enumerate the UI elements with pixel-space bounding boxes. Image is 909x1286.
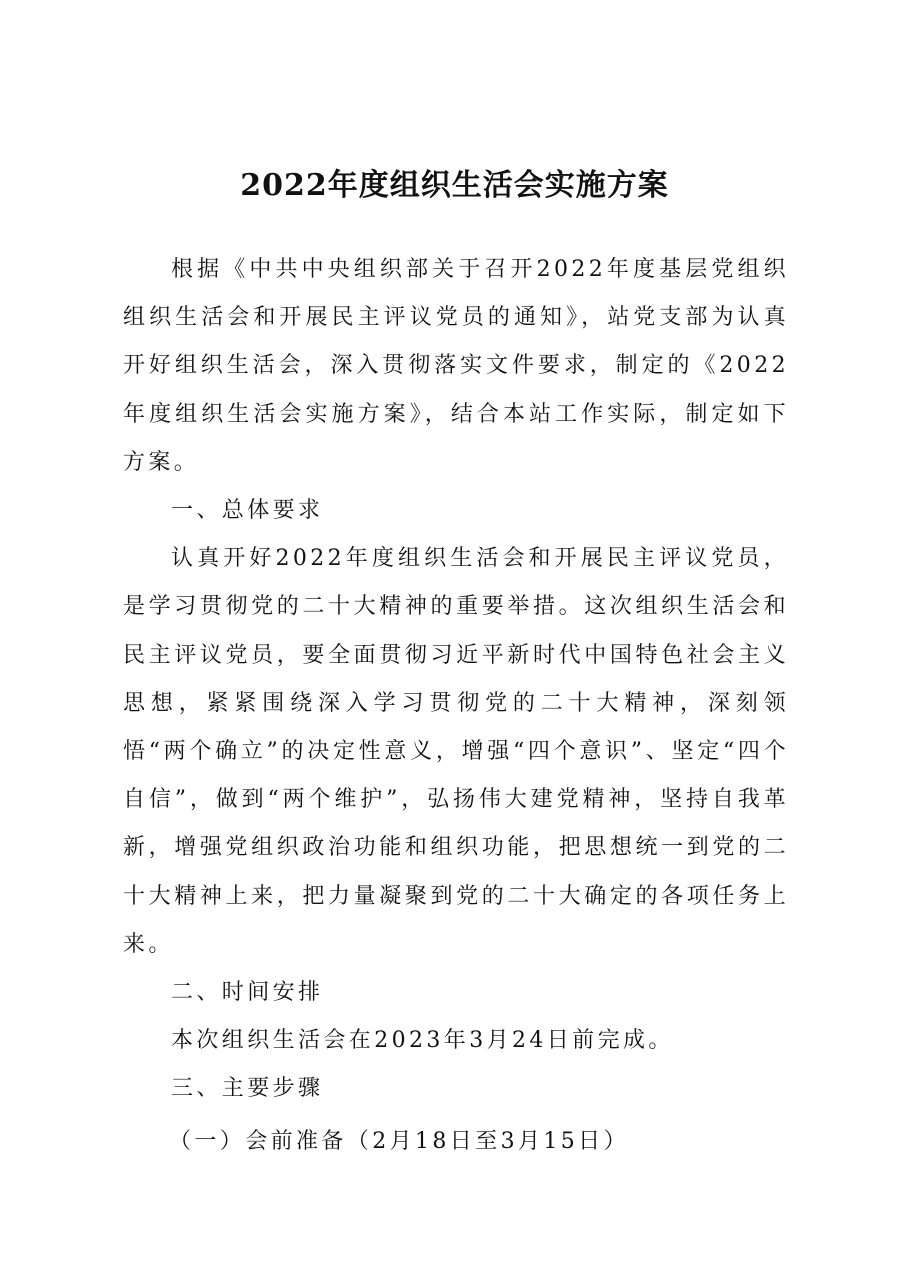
document-title: 2022年度组织生活会实施方案 <box>240 168 669 203</box>
paragraph-intro: 根据《中共中央组织部关于召开2022年度基层党组织组织生活会和开展民主评议党员的通知》，站党支部为认真开好组织生活会，深入贯彻落实文件要求，制定的《2022年度组织生活会实施方案》，结合本站工作实际，制定如下方案。 <box>123 257 789 475</box>
paragraph-schedule: 本次组织生活会在2023年3月24日前完成。 <box>171 1028 674 1054</box>
subsection-heading-preparation: （一）会前准备（2月18日至3月15日） <box>169 1128 629 1154</box>
paragraph-overall-requirements: 认真开好2022年度组织生活会和开展民主评议党员，是学习贯彻党的二十大精神的重要举措。这次组织生活会和民主评议党员，要全面贯彻习近平新时代中国特色社会主义思想，紧紧围绕深入学习贯彻党的二十大精神，深刻领悟“两个确立”的决定性意义，增强“四个意识”、坚定“四个自信”，做到“两个维护”，弘扬伟大建党精神，坚持自我革新，增强党组织政治功能和组织功能，把思想统一到党的二十大精神上来，把力量凝聚到党的二十大确定的各项任务上来。 <box>123 546 789 957</box>
section-heading-main-steps: 三、主要步骤 <box>171 1076 324 1102</box>
section-heading-schedule: 二、时间安排 <box>171 980 324 1006</box>
section-heading-overall-requirements: 一、总体要求 <box>171 498 324 524</box>
document-body <box>123 246 789 1166</box>
